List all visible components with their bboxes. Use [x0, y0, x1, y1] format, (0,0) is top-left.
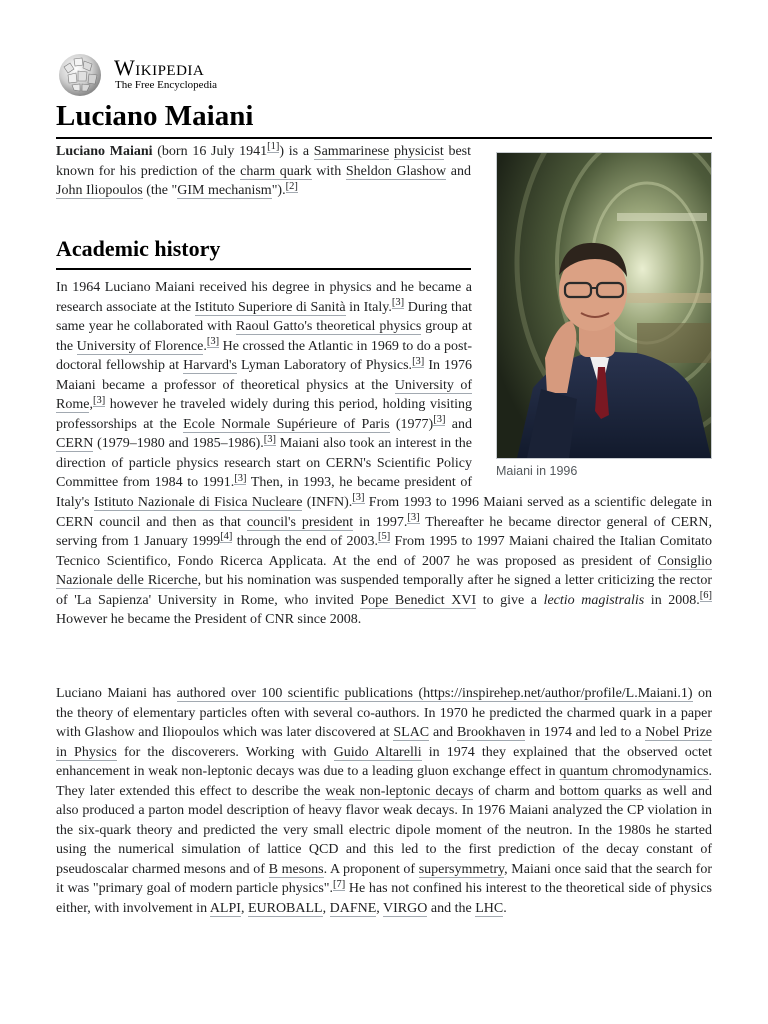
- text: In 1976 Maiani became a professor of theoretical physics at the: [56, 358, 473, 393]
- text: (born 16 July 1941: [152, 144, 268, 159]
- link-bottom-quarks[interactable]: bottom quarks: [559, 783, 642, 799]
- text: Thereafter he became director general of CERN, serving from 1 January 1999: [56, 514, 712, 550]
- ref-1[interactable]: [267, 141, 279, 153]
- text: . They later extended this effect to describe the: [56, 764, 712, 799]
- text: and: [445, 416, 472, 432]
- link-b-mesons[interactable]: B mesons: [268, 861, 324, 877]
- text: He crossed the Atlantic in 1969 to do a post-doctoral fellowship at: [56, 338, 473, 374]
- text: ,: [240, 901, 248, 917]
- link-infn[interactable]: Istituto Nazionale di Fisica Nucleare: [93, 495, 303, 511]
- text: (1977): [389, 416, 434, 432]
- wordmark-tagline: The Free Encyclopedia: [115, 79, 218, 91]
- text: He has not confined his interest to the theoretical side of physics either, with involvement in: [56, 881, 713, 917]
- link-university-of-florence[interactable]: University of Florence: [76, 338, 204, 354]
- text: as well and also produced a parton model description of heavy flavor weak decays. In 1976 Maiani analyzed the CP violation in the six-quark theory and predicted the very small electric dipole moment of the neutron. In the 1980s he started using the numerical simulation of lattice QCD and this led to the first prediction of the decay constant of pseudoscalar charmed mesons and of: [56, 783, 713, 877]
- body-paragraph-2: [56, 684, 712, 919]
- text: in 1997.: [353, 514, 408, 530]
- page-title: Luciano Maiani: [56, 96, 712, 139]
- link-sheldon-glashow[interactable]: Sheldon Glashow: [345, 163, 447, 179]
- ref[interactable]: [333, 879, 345, 891]
- link-councils-president[interactable]: council's president: [246, 514, 354, 530]
- link-guido-altarelli[interactable]: Guido Altarelli: [333, 744, 422, 760]
- portrait-figure: [496, 152, 712, 478]
- text: ,: [376, 901, 384, 917]
- text: ) is a: [279, 144, 314, 159]
- ref-link[interactable]: [1]: [267, 141, 280, 153]
- link-weak-non-leptonic-decays[interactable]: weak non-leptonic decays: [325, 783, 474, 799]
- link-virgo[interactable]: VIRGO: [383, 901, 428, 917]
- ref[interactable]: [412, 356, 424, 368]
- text: for the discoverers. Working with: [116, 744, 334, 760]
- link-publications[interactable]: authored over 100 scientific publications (https://inspirehep.net/author/profile/L.Maiani.1): [176, 686, 693, 701]
- text: In 1964 Luciano Maiani received his degree in physics and he became a research associate at the: [56, 280, 472, 315]
- ref[interactable]: [433, 414, 445, 426]
- text: in 1974 and led to a: [525, 725, 646, 741]
- ref-link[interactable]: [3]: [407, 511, 420, 523]
- text: however he traveled widely during this period, holding visiting professorships at the: [56, 397, 472, 432]
- text: (INFN).: [302, 495, 353, 511]
- link-alpi[interactable]: ALPI: [209, 901, 241, 917]
- text: in 1974 they explained that the observed octet enhancement in weak non-leptonic decays was due to a leading gluon exchange effect in: [56, 744, 712, 780]
- text: Maiani also took an interest in the direction of particle physics research start on CERN's Scientific Policy Committee from 1984 to 1991.: [56, 436, 473, 491]
- text: (the ": [142, 183, 178, 199]
- wikipedia-globe-icon: [56, 53, 104, 97]
- ref[interactable]: [700, 590, 712, 602]
- link-pope-benedict-xvi[interactable]: Pope Benedict XVI: [360, 592, 477, 608]
- link-dafne[interactable]: DAFNE: [329, 901, 377, 917]
- text: with: [311, 163, 346, 179]
- link-quantum-chromodynamics[interactable]: quantum chromodynamics: [559, 764, 709, 780]
- ref[interactable]: [392, 297, 404, 309]
- link-john-iliopoulos[interactable]: John Iliopoulos: [56, 183, 143, 199]
- text: in 2008.: [644, 592, 700, 608]
- link-physicist[interactable]: physicist: [393, 144, 444, 159]
- text: ").: [271, 183, 286, 199]
- text: From 1995 to 1997 Maiani chaired the Italian Comitato Tecnico Scientifico, Fondo Ricerca Applicata. At the end of 2007 he was proposed as president of: [56, 534, 713, 569]
- text: best known for his prediction of the: [56, 144, 472, 179]
- link-gim-mechanism[interactable]: GIM mechanism: [177, 183, 272, 199]
- ref[interactable]: [378, 531, 390, 543]
- lead-paragraph: [56, 142, 471, 201]
- text: of charm and: [473, 783, 560, 799]
- text: ,: [89, 397, 93, 413]
- text: .: [203, 338, 207, 354]
- ref-link[interactable]: [6]: [699, 590, 712, 602]
- portrait-photo[interactable]: [496, 152, 712, 459]
- text: .: [503, 901, 507, 917]
- text: , Maiani once said that the search for it was "primary goal of modern particle physics".: [56, 861, 712, 897]
- ref[interactable]: [93, 395, 105, 407]
- ref-link[interactable]: [5]: [377, 531, 391, 543]
- link-euroball[interactable]: EUROBALL: [247, 901, 323, 917]
- text: Then, in 1993, he became president of Italy's: [56, 475, 472, 511]
- link-raoul-gatto[interactable]: Raoul Gatto's theoretical physics: [235, 319, 422, 335]
- wordmark-name: Wikipedia: [114, 55, 205, 80]
- ref-link[interactable]: [3]: [433, 414, 446, 426]
- link-istituto-superiore-di-sanita[interactable]: Istituto Superiore di Sanità: [194, 299, 346, 315]
- text: ,: [322, 901, 330, 917]
- ref[interactable]: [220, 531, 232, 543]
- link-university-of-rome[interactable]: University of Rome: [56, 377, 473, 413]
- ref-link[interactable]: [3]: [263, 433, 276, 445]
- link-slac[interactable]: SLAC: [393, 725, 430, 741]
- link-brookhaven[interactable]: Brookhaven: [456, 725, 526, 741]
- text: group at the: [56, 319, 472, 354]
- link-ecole-normale-superieure[interactable]: Ecole Normale Supérieure of Paris: [183, 416, 390, 432]
- text: in Italy.: [345, 299, 392, 315]
- ref[interactable]: [234, 473, 246, 485]
- text: and: [446, 163, 472, 179]
- link-consiglio-nazionale-delle-ricerche[interactable]: Consiglio Nazionale delle Ricerche: [56, 553, 712, 589]
- text: During that same year he collaborated with: [56, 299, 472, 335]
- text: Lyman Laboratory of Physics.: [236, 358, 413, 374]
- ref[interactable]: [207, 336, 219, 348]
- figure-caption: Maiani in 1996: [496, 464, 578, 478]
- link-charm-quark[interactable]: charm quark: [240, 163, 312, 179]
- link-supersymmetry[interactable]: supersymmetry: [418, 861, 505, 877]
- text: through the end of 2003.: [232, 534, 378, 550]
- link-sammarinese[interactable]: Sammarinese: [313, 144, 390, 159]
- text: Luciano Maiani has: [56, 686, 177, 701]
- ref-link[interactable]: [3]: [412, 355, 425, 367]
- ref-link[interactable]: [3]: [352, 492, 365, 504]
- text: From 1993 to 1996 Maiani served as a scientific delegate in CERN council and then as that: [56, 495, 712, 530]
- ref[interactable]: [352, 492, 364, 504]
- link-cern[interactable]: CERN: [56, 436, 94, 452]
- text: and the: [427, 901, 476, 917]
- text: . A proponent of: [323, 861, 419, 877]
- text: , but his nomination was suspended temporally after he signed a letter criticizing the rector of 'La Sapienza' University in Rome, who invited: [56, 573, 712, 608]
- ref-2[interactable]: [286, 181, 298, 193]
- link-nobel-prize-in-physics[interactable]: Nobel Prize in Physics: [56, 725, 713, 760]
- section-heading-academic-history: Academic history: [56, 234, 471, 270]
- italic-term: lectio magistralis: [543, 592, 645, 608]
- ref-link[interactable]: [3]: [92, 394, 106, 406]
- subject-name: Luciano Maiani: [56, 144, 153, 159]
- ref-link[interactable]: [3]: [391, 296, 405, 308]
- text: and: [429, 725, 457, 741]
- text: However he became the President of CNR since 2008.: [56, 612, 362, 628]
- ref-link[interactable]: [2]: [285, 180, 298, 192]
- ref-link[interactable]: [3]: [234, 472, 247, 484]
- text: on the theory of elementary particles often with several co-authors. In 1970 he predicted the charmed quark in a paper with Glashow and Iliopoulos which was later discovered at: [56, 686, 713, 741]
- ref-link[interactable]: [3]: [206, 335, 220, 347]
- link-harvard[interactable]: Harvard's: [183, 358, 237, 374]
- ref[interactable]: [264, 434, 276, 446]
- link-lhc[interactable]: LHC: [475, 901, 504, 917]
- body-paragraph-1: [56, 278, 712, 630]
- ref-link[interactable]: [7]: [333, 878, 346, 890]
- ref-link[interactable]: [4]: [220, 531, 233, 543]
- ref[interactable]: [407, 512, 419, 524]
- text: to give a: [476, 592, 544, 608]
- text: (1979–1980 and 1985–1986).: [93, 436, 264, 452]
